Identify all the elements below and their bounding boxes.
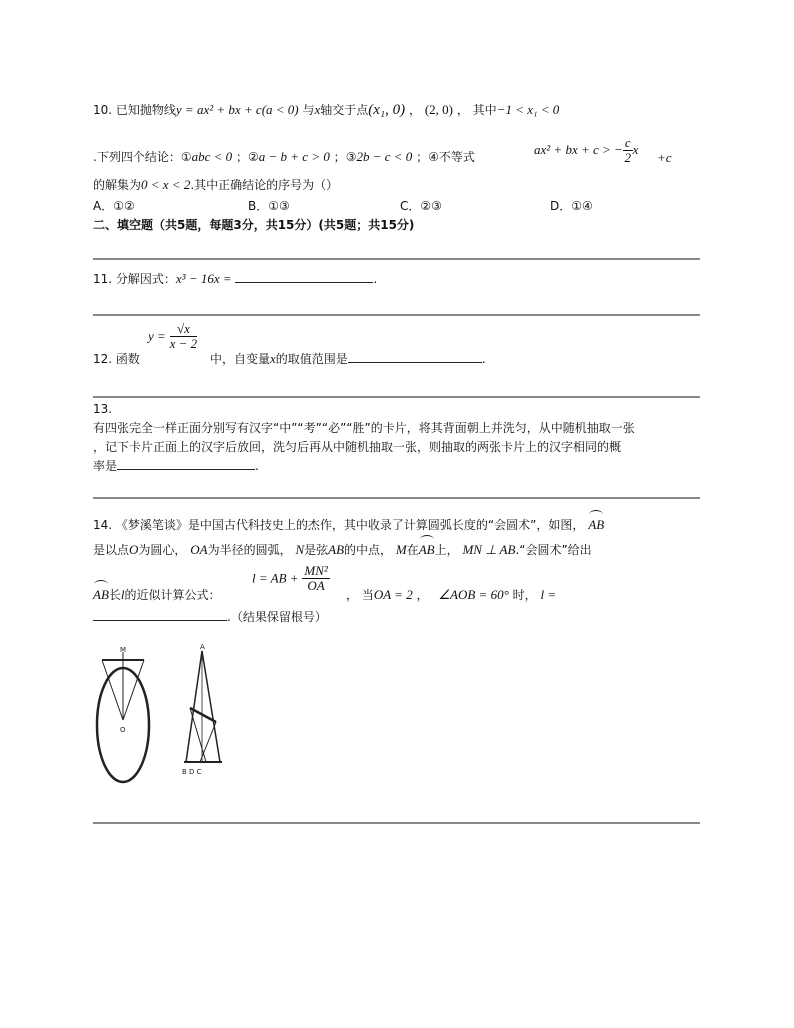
q10-line2: .下列四个结论：①abc < 0 ；②a − b + c > 0 ；③2b − c < 0 ；④不等式 [93, 149, 475, 164]
q10-line1: 10. 已知抛物线y = ax² + bx + c(a < 0) 与x轴交于点(x₁, 0) ， (2, 0) ， 其中−1 < x₁ < 0 [93, 102, 560, 118]
q11-answer-blank[interactable] [235, 270, 373, 283]
label-m: M [120, 646, 127, 654]
q13-answer-blank[interactable] [117, 457, 255, 470]
section-2-title: 二、填空题（共5题，每题3分，共15分）(共5题；共15分) [93, 218, 415, 232]
sqrt-x-over-x-minus-2: $\frac{√x}{x - 2}$ [169, 321, 198, 351]
divider [93, 822, 700, 824]
figure-triangle [178, 640, 228, 790]
divider [93, 396, 700, 398]
c-over-2: $\frac{c}{2}$ [624, 135, 631, 165]
solution-set: 0 < x < 2 [141, 177, 191, 192]
ineq-plus-c: +c [657, 150, 672, 165]
q13-line2: ，记下卡片正面上的汉字后放回，洗匀后再从中随机抽取一张，则抽取的两张卡片上的汉字相同的概 [93, 440, 622, 454]
arc-ab-label: AB [93, 587, 109, 602]
q14-answer-blank[interactable] [93, 608, 227, 621]
conclusion-3: 2b − c < 0 [356, 149, 413, 164]
arc-ab-label: AB [418, 542, 435, 557]
q14-line2: 是以点O为圆心， OA为半径的圆弧， N是弦AB的中点， M在AB上， MN ⊥ AB.“会圆术”给出 [93, 542, 592, 557]
label-o: O [120, 726, 126, 734]
label-a: A [200, 643, 205, 651]
point-2-0: (2, 0) [424, 102, 453, 117]
conclusion-1: abc < 0 [191, 149, 233, 164]
q14-values: ， 当OA = 2 ， ∠AOB = 60° 时， l = [346, 587, 557, 602]
side-ab [186, 651, 202, 762]
q14-line3: AB长l的近似计算公式： [93, 587, 221, 602]
point-x1: (x₁, 0) [368, 102, 406, 118]
divider [93, 497, 700, 499]
q14-formula: l = AB + $\frac{\text{MN²}}{OA}$ [252, 563, 328, 593]
q12-function: y = $\frac{√x}{x - 2}$ [148, 321, 198, 351]
q11: 11. 分解因式：x³ − 16x = . [93, 271, 378, 286]
side-ac [202, 651, 220, 762]
q14-line4: .（结果保留根号） [93, 608, 327, 625]
choice-a[interactable]: A．①② [93, 199, 135, 213]
choice-b[interactable]: B．①③ [248, 199, 290, 213]
choice-d[interactable]: D．①④ [550, 199, 593, 213]
q12-prefix: 12. 函数 [93, 352, 140, 366]
choice-c[interactable]: C．②③ [400, 199, 442, 213]
label-bdc: B D C [182, 768, 202, 776]
divider [93, 314, 700, 316]
q10-inequality: ax² + bx + c > − $\frac{c}{2}$ x [534, 135, 639, 165]
q11-expr: x³ − 16x = [175, 271, 232, 286]
q13-line3: 率是 . [93, 459, 259, 473]
q10-line3: 的解集为0 < x < 2.其中正确结论的序号为（） [93, 177, 339, 192]
q12-rest: 中，自变量x的取值范围是 . [210, 351, 486, 366]
x1-range: −1 < x₁ < 0 [496, 102, 560, 117]
figure-circle [90, 640, 156, 790]
parabola-expr: y = ax² + bx + c(a < 0) [175, 102, 299, 117]
arc-ab-label: AB [588, 517, 605, 532]
q13-line1: 有四张完全一样正面分别写有汉字“中”“考”“必”“胜”的卡片，将其背面朝上并洗匀，从中随机抽取一张 [93, 421, 635, 435]
divider [93, 258, 700, 260]
q13-number: 13. [93, 402, 113, 416]
conclusion-2: a − b + c > 0 [258, 149, 330, 164]
q12-answer-blank[interactable] [348, 350, 482, 363]
q14-line1: 14. 《梦溪笔谈》是中国古代科技史上的杰作，其中收录了计算圆弧长度的“会圆术”，如图， AB [93, 517, 605, 532]
mn-perp-ab: MN ⊥ AB [462, 542, 516, 557]
mn2-over-oa: $\frac{\text{MN²}}{OA}$ [304, 563, 328, 593]
